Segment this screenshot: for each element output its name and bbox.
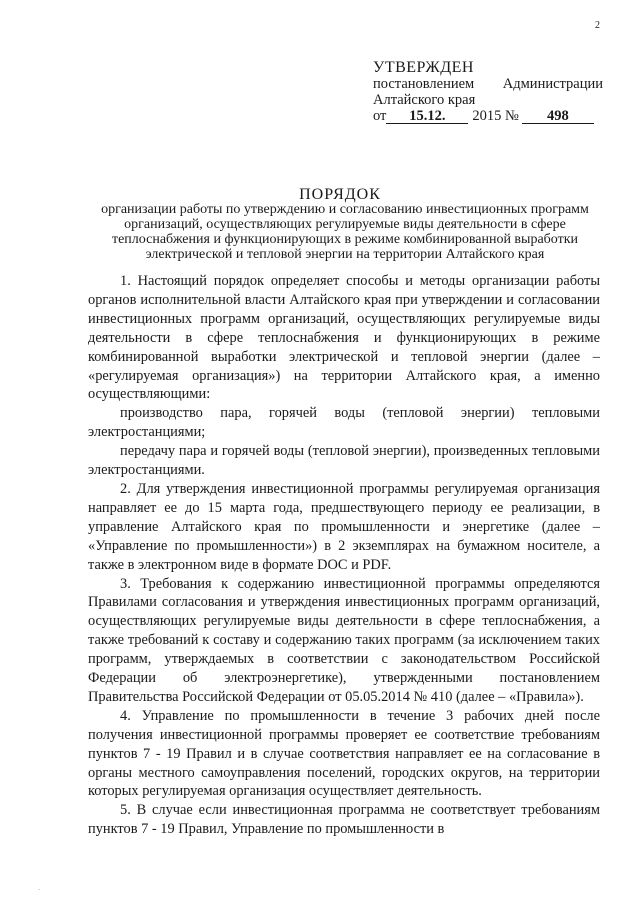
paragraph-1: 1. Настоящий порядок определяет способы и методы организации работы органов исполнительной власти Алтайского края при утверждении и согласовании инвестиционных программ организаций, осуществляющих регулируемые виды деятельности в сфере теплоснабжения и функционирующих в режиме комбинированной выработки электрической и тепловой энергии (далее – «регулируемая организация») на территории Алтайского края, а именно осуществляющими: bbox=[88, 273, 600, 403]
document-number: 498 bbox=[522, 109, 594, 124]
approval-title: УТВЕРЖДЕН bbox=[373, 59, 474, 76]
approval-line-1 bbox=[373, 76, 603, 92]
paragraph-1-item-b: передачу пара и горячей воды (тепловой энергии), произведенных тепловыми электростанциями. bbox=[88, 443, 600, 479]
paragraph-5: 5. В случае если инвестиционная программа не соответствует требованиям пунктов 7 - 19 Правил, Управление по промышленности в bbox=[88, 802, 600, 838]
approval-date-line bbox=[373, 108, 603, 124]
paragraph-4: 4. Управление по промышленности в течение 3 рабочих дней после получения инвестиционной программы проверяет ее соответствие требованиям пунктов 7 - 19 Правил и в случае соответствия направляет ее на согласование в органы местного самоуправления поселений, городских округов, на территории которых регулируемая организация осуществляет деятельность. bbox=[88, 707, 600, 800]
document-body bbox=[88, 272, 600, 839]
year-label: 2015 № bbox=[472, 108, 519, 124]
date-value: 15.12. bbox=[386, 109, 468, 124]
date-prefix: от bbox=[373, 108, 387, 124]
corner-mark: . bbox=[38, 883, 40, 892]
paragraph-2: 2. Для утверждения инвестиционной программы регулируемая организация направляет ее до 15 марта года, предшествующего периоду ее реализации, в управление Алтайского края по промышленности и энергетике (далее – «Управление по промышленности») в 2 экземплярах на бумажном носителе, а также в электронном виде в формате DOC и PDF. bbox=[88, 480, 600, 573]
approval-resolution-word: постановлением bbox=[373, 76, 475, 92]
paragraph-3: 3. Требования к содержанию инвестиционной программы определяются Правилами согласования и утверждения инвестиционных программ организаций, осуществляющих регулируемые виды деятельности в сфере теплоснабжения, а также требований к составу и содержанию таких программ (за исключением таких программ, утверждаемых в соответствии с законодательством Российской Федерации об электроэнергетике), утвержденными постановлением Правительства Российской Федерации от 05.05.2014 № 410 (далее – «Правила»). bbox=[88, 575, 600, 705]
paragraph-1-item-a: производство пара, горячей воды (тепловой энергии) тепловыми электростанциями; bbox=[88, 405, 600, 441]
approval-region: Алтайского края bbox=[373, 92, 476, 108]
approval-stamp bbox=[373, 60, 603, 124]
document-title: ПОРЯДОК bbox=[299, 186, 381, 203]
page-number: 2 bbox=[595, 20, 600, 31]
approval-administration-word: Администрации bbox=[502, 76, 603, 92]
document-subtitle: организации работы по утверждению и согласованию инвестиционных программ организаций, осуществляющих регулируемые виды деятельности в сфере теплоснабжения и функционирующих в режиме комбинированной выработки электрической и тепловой энергии на территории Алтайского края bbox=[101, 202, 589, 262]
